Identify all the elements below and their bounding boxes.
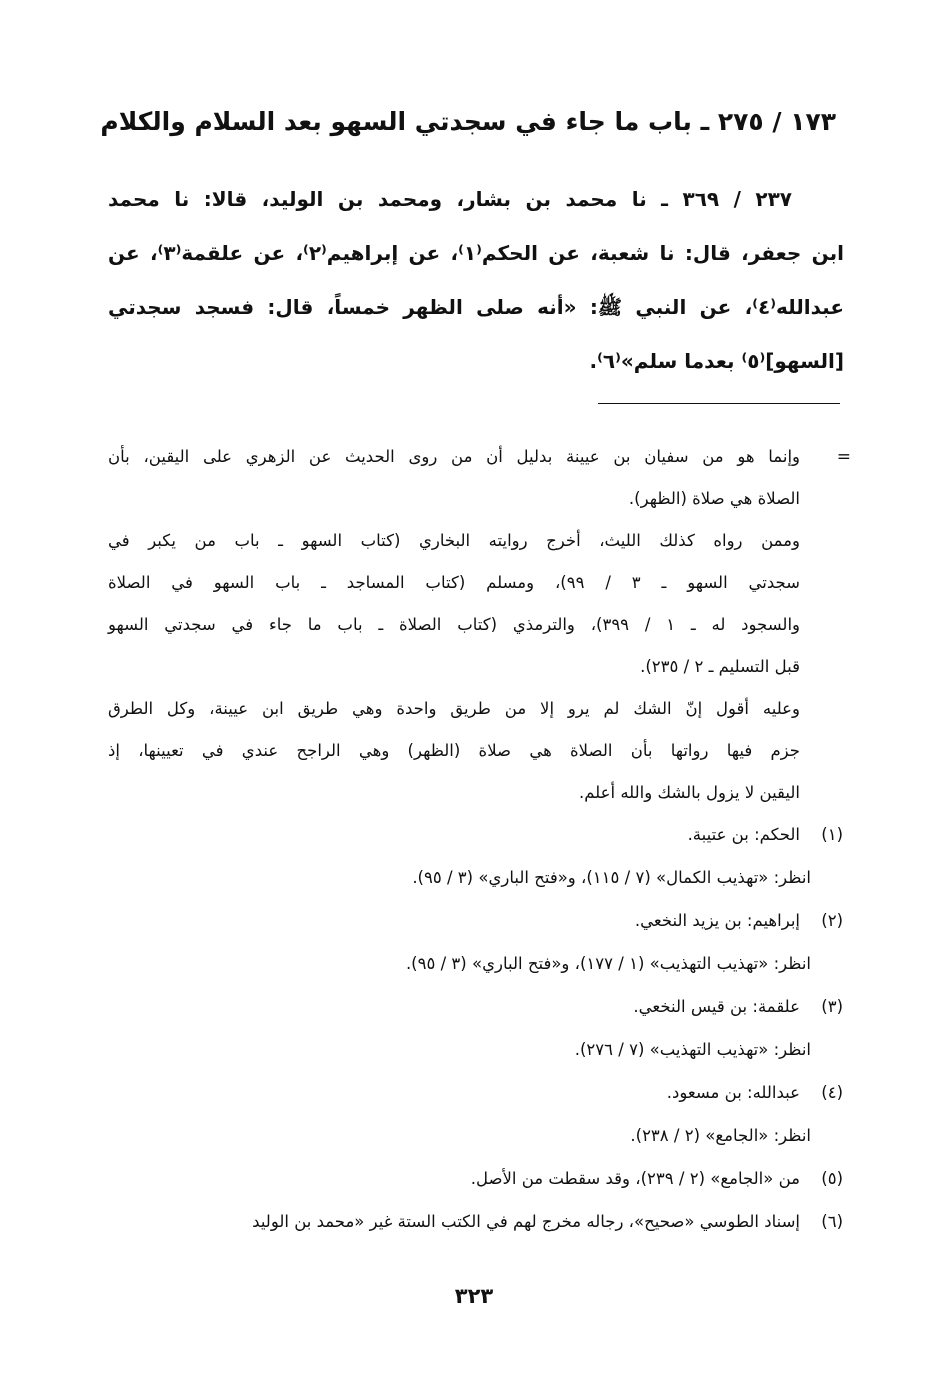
hadith-line: [السهو]⁽٥⁾ بعدما سلم»⁽٦⁾.	[589, 349, 844, 373]
footnote-text: علقمة: بن قيس النخعي.	[633, 997, 800, 1016]
footnote-number: (٥)	[821, 1169, 843, 1188]
footnote-reference-text: انظر: «تهذيب الكمال» (٧ / ١١٥)، و«فتح الباري» (٣ / ٩٥).	[412, 868, 811, 887]
footnote-reference-text: انظر: «تهذيب التهذيب» (٧ / ٢٧٦).	[574, 1040, 811, 1059]
footnote-reference	[108, 1029, 843, 1072]
footnote-reference-text: انظر: «الجامع» (٢ / ٢٣٨).	[630, 1126, 811, 1145]
footnote-text: من «الجامع» (٢ / ٢٣٩)، وقد سقطت من الأصل.	[470, 1169, 800, 1188]
footnote-line: قبل التسليم ـ ٢ / ٢٣٥).	[640, 657, 800, 676]
footnote-number: (٤)	[821, 1083, 843, 1102]
footnote-number: (٣)	[821, 997, 843, 1016]
footnote-item	[108, 900, 843, 943]
footnote-line: جزم فيها رواتها بأن الصلاة هي صلاة (الظهر) وهي الراجح عندي في تعيينها، إذ	[108, 741, 800, 760]
footnote-reference-text: انظر: «تهذيب التهذيب» (١ / ١٧٧)، و«فتح الباري» (٣ / ٩٥).	[405, 954, 811, 973]
footnote-line: سجدتي السهو ـ ٣ / ٩٩)، ومسلم (كتاب المساجد ـ باب السهو في الصلاة	[108, 573, 801, 592]
footnote-line: وممن رواه كذلك الليث، أخرج روايته البخاري (كتاب السهو ـ باب من يكبر في	[108, 531, 800, 550]
footnote-number: (٦)	[821, 1212, 843, 1231]
footnote-item	[108, 1201, 843, 1244]
footnote-line: والسجود له ـ ١ / ٣٩٩)، والترمذي (كتاب الصلاة ـ باب ما جاء في سجدتي السهو	[108, 615, 800, 634]
hadith-line: عبدالله⁽٤⁾، عن النبي ﷺ: «أنه صلى الظهر خمساً، قال: فسجد سجدتي	[108, 295, 844, 319]
hadith-line: ابن جعفر، قال: نا شعبة، عن الحكم⁽١⁾، عن إبراهيم⁽٢⁾، عن علقمة⁽٣⁾، عن	[108, 241, 845, 265]
footnotes	[108, 436, 851, 1244]
footnote-text: إسناد الطوسي «صحيح»، رجاله مخرج لهم في الكتب الستة غير «محمد بن الوليد	[252, 1212, 800, 1231]
footnote-reference	[108, 857, 843, 900]
footnote-reference	[108, 1115, 843, 1158]
footnote-number: (١)	[821, 825, 843, 844]
footnote-divider	[598, 403, 840, 404]
page-number: ٣٢٣	[454, 1284, 494, 1308]
footnote-item	[108, 1158, 843, 1201]
footnote-line: الصلاة هي صلاة (الظهر).	[628, 489, 800, 508]
footnote-line: اليقين لا يزول بالشك والله أعلم.	[578, 783, 800, 802]
hadith-text	[108, 172, 844, 388]
footnote-reference	[108, 943, 843, 986]
continuation-marker: =	[836, 447, 851, 467]
footnote-item	[108, 1072, 843, 1115]
footnote-number: (٢)	[821, 911, 843, 930]
hadith-line: ٢٣٧ / ٣٦٩ ـ نا محمد بن بشار، ومحمد بن الوليد، قالا: نا محمد	[108, 187, 792, 211]
footnote-item	[108, 814, 843, 857]
footnote-text: إبراهيم: بن يزيد النخعي.	[634, 911, 800, 930]
footnote-text: الحكم: بن عتيبة.	[687, 825, 800, 844]
footnote-line: وإنما هو من سفيان بن عيينة بدليل أن من روى الحديث عن الزهري على اليقين، بأن	[108, 447, 800, 466]
footnote-item	[108, 986, 843, 1029]
continued-footnote	[108, 436, 851, 814]
chapter-heading: ١٧٣ / ٢٧٥ ـ باب ما جاء في سجدتي السهو بعد السلام والكلام	[100, 107, 836, 136]
footnote-text: عبدالله: بن مسعود.	[666, 1083, 800, 1102]
footnote-line: وعليه أقول إنّ الشك لم يرو إلا من طريق واحدة وهي طريق ابن عيينة، وكل الطرق	[108, 699, 800, 718]
